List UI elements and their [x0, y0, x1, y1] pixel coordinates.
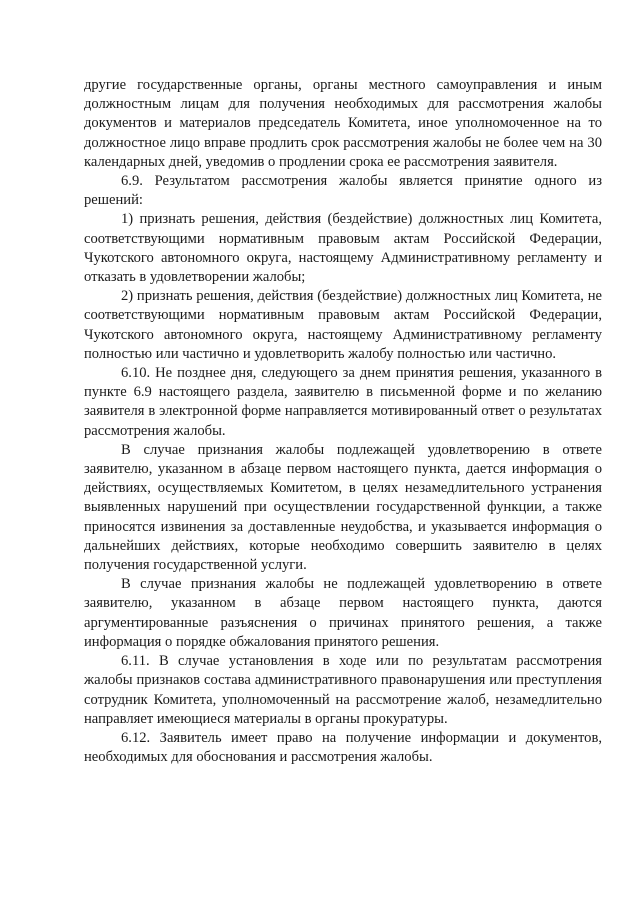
paragraph-6-9: 6.9. Результатом рассмотрения жалобы является принятие одного из решений: [84, 173, 602, 209]
list-item-2: 2) признать решения, действия (бездействие) должностных лиц Комитета, не соответствующими нормативным правовым актам Российской Федерации, Чукотского автономного округа, настоящему Административному регламенту полностью или частично и удовлетворить жалобу полностью или частично. [84, 288, 602, 362]
document-body [84, 76, 602, 767]
paragraph-satisfaction-case: В случае признания жалобы подлежащей удовлетворению в ответе заявителю, указанном в абзаце первом настоящего пункта, дается информация о действиях, осуществляемых Комитетом, в целях незамедлительного устранения выявленных нарушений при осуществлении государственной функции, а также приносятся извинения за доставленные неудобства, и указывается информация о дальнейших действиях, которые необходимо совершить заявителю в целях получения государственной услуги. [84, 441, 602, 574]
paragraph-rejection-case: В случае признания жалобы не подлежащей удовлетворению в ответе заявителю, указанном в абзаце первом настоящего пункта, даются аргументированные разъяснения о причинах принятого решения, а также информация о порядке обжалования принятого решения. [84, 576, 602, 650]
paragraph-6-10: 6.10. Не позднее дня, следующего за днем принятия решения, указанного в пункте 6.9 настоящего раздела, заявителю в письменной форме и по желанию заявителя в электронной форме направляется мотивированный ответ о результатах рассмотрения жалобы. [84, 365, 602, 439]
paragraph-continuation: другие государственные органы, органы местного самоуправления и иным должностным лицам для получения необходимых для рассмотрения жалобы документов и материалов председатель Комитета, иное уполномоченное на то должностное лицо вправе продлить срок рассмотрения жалобы не более чем на 30 календарных дней, уведомив о продлении срока ее рассмотрения заявителя. [84, 77, 602, 170]
paragraph-6-11: 6.11. В случае установления в ходе или по результатам рассмотрения жалобы признаков состава административного правонарушения или преступления сотрудник Комитета, уполномоченный на рассмотрение жалоб, незамедлительно направляет имеющиеся материалы в органы прокуратуры. [84, 653, 602, 727]
list-item-1: 1) признать решения, действия (бездействие) должностных лиц Комитета, соответствующими нормативным правовым актам Российской Федерации, Чукотского автономного округа, настоящему Административному регламенту и отказать в удовлетворении жалобы; [84, 211, 602, 286]
paragraph-6-12: 6.12. Заявитель имеет право на получение информации и документов, необходимых для обоснования и рассмотрения жалобы. [84, 729, 602, 766]
